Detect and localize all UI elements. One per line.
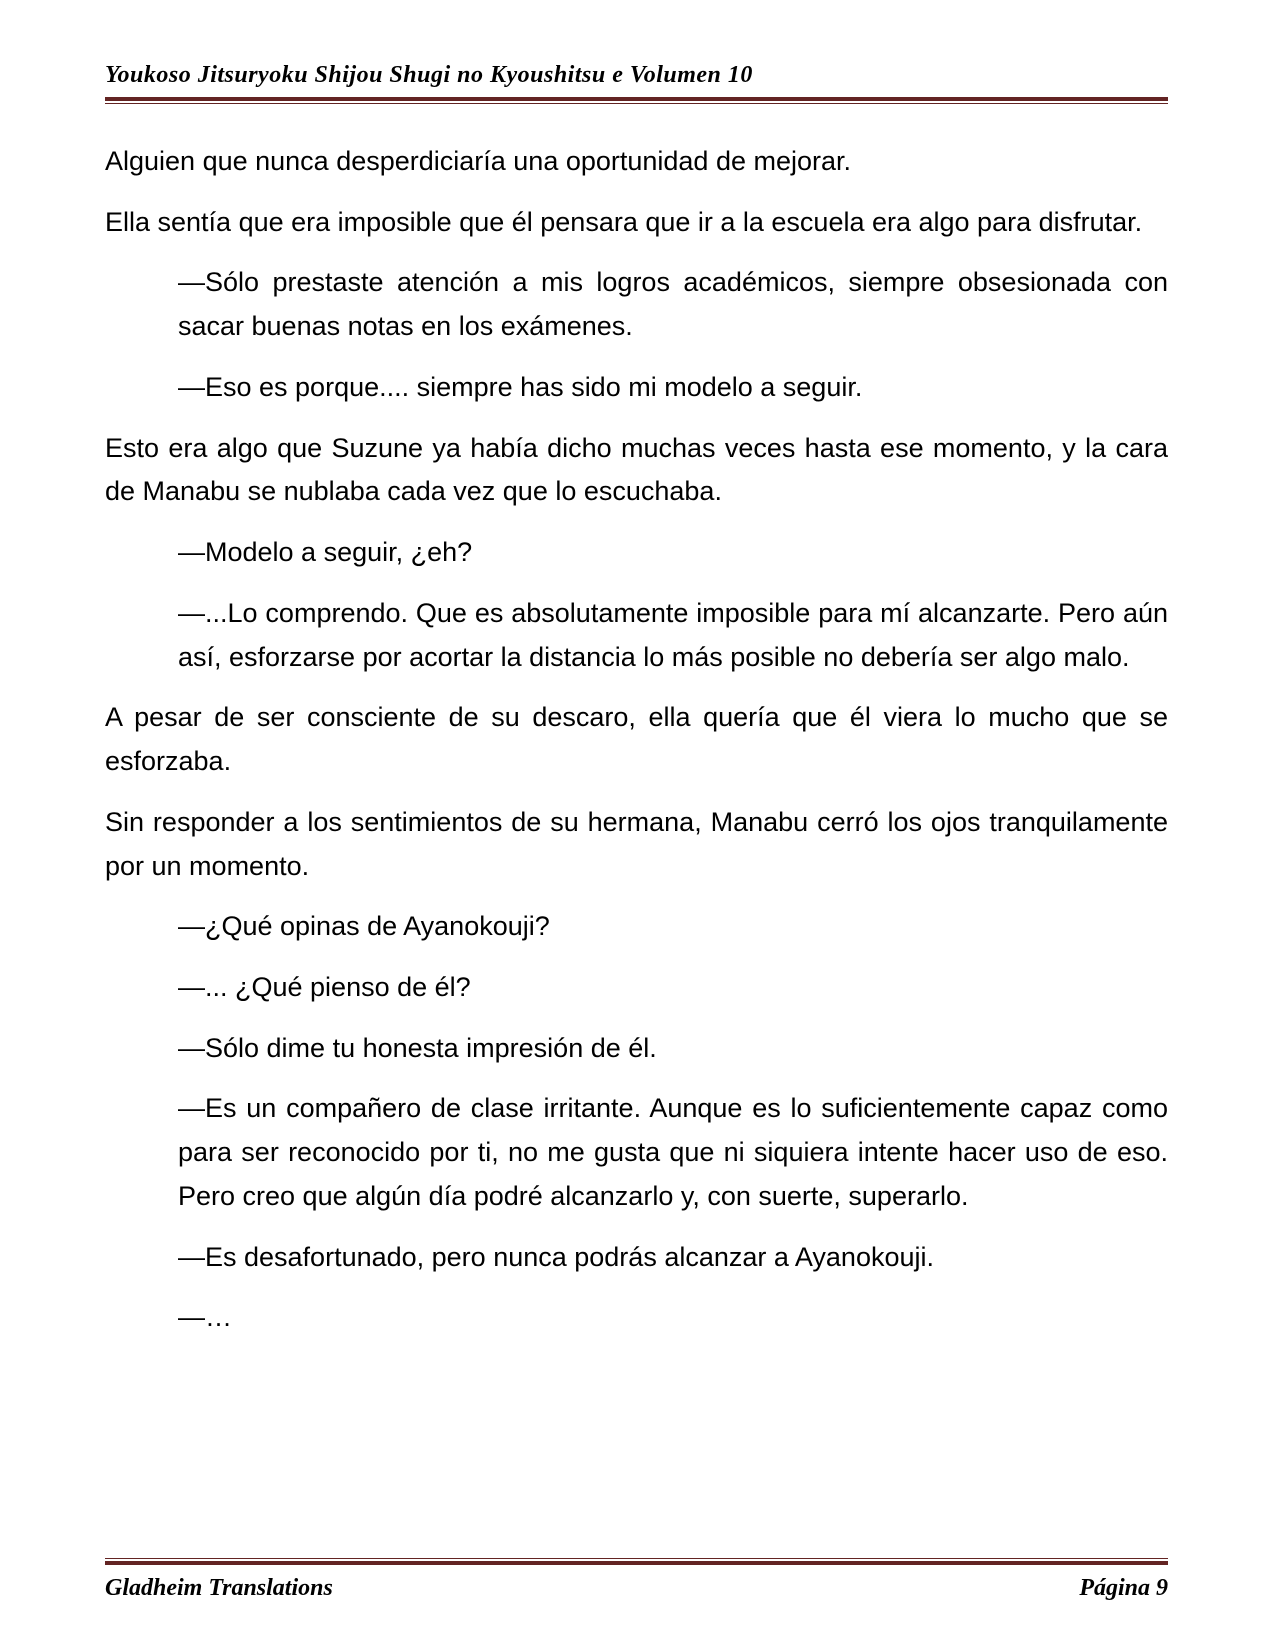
dialogue-line: —... ¿Qué pienso de él? (178, 972, 471, 1003)
dialogue-line: —Modelo a seguir, ¿eh? (178, 537, 473, 568)
paragraph: Esto era algo que Suzune ya había dicho muchas veces hasta ese momento, y la cara de Manabu se nublaba cada vez que lo escuchaba. (105, 432, 1168, 507)
dialogue-line: —Es un compañero de clase irritante. Aunque es lo suficientemente capaz como para ser reconocido por ti, no me gusta que ni siquiera intente hacer uso de eso. Pero creo que algún día podré alcanzarlo y, con suerte, superarlo. (178, 1093, 1168, 1211)
dialogue-line: —Sólo prestaste atención a mis logros académicos, siempre obsesionada con sacar buenas notas en los exámenes. (178, 267, 1168, 342)
dialogue-line: —Sólo dime tu honesta impresión de él. (178, 1032, 657, 1063)
footer-translator: Gladheim Translations (105, 1575, 333, 1601)
page-footer (105, 1558, 1168, 1602)
dialogue-line: —Es desafortunado, pero nunca podrás alcanzar a Ayanokouji. (178, 1241, 934, 1272)
header-title: Youkoso Jitsuryoku Shijou Shugi no Kyoushitsu e Volumen 10 (105, 62, 753, 88)
paragraph: Alguien que nunca desperdiciaría una oportunidad de mejorar. (105, 146, 852, 176)
dialogue-line: —… (178, 1302, 232, 1333)
body-text (105, 140, 1168, 1340)
page-header (105, 62, 1168, 104)
dialogue-line: —Eso es porque.... siempre has sido mi modelo a seguir. (178, 371, 863, 402)
page-content (105, 62, 1168, 1357)
paragraph: Ella sentía que era imposible que él pensara que ir a la escuela era algo para disfrutar. (105, 206, 1143, 237)
dialogue-line: —¿Qué opinas de Ayanokouji? (178, 911, 550, 942)
paragraph: Sin responder a los sentimientos de su hermana, Manabu cerró los ojos tranquilamente por un momento. (105, 806, 1168, 881)
footer-rule (105, 1558, 1168, 1565)
paragraph: A pesar de ser consciente de su descaro, ella quería que él viera lo mucho que se esforzaba. (105, 702, 1168, 777)
footer-page-number: Página 9 (1079, 1575, 1168, 1601)
header-rule (105, 97, 1168, 104)
dialogue-line: —...Lo comprendo. Que es absolutamente imposible para mí alcanzarte. Pero aún así, esforzarse por acortar la distancia lo más posible no debería ser algo malo. (178, 597, 1168, 672)
